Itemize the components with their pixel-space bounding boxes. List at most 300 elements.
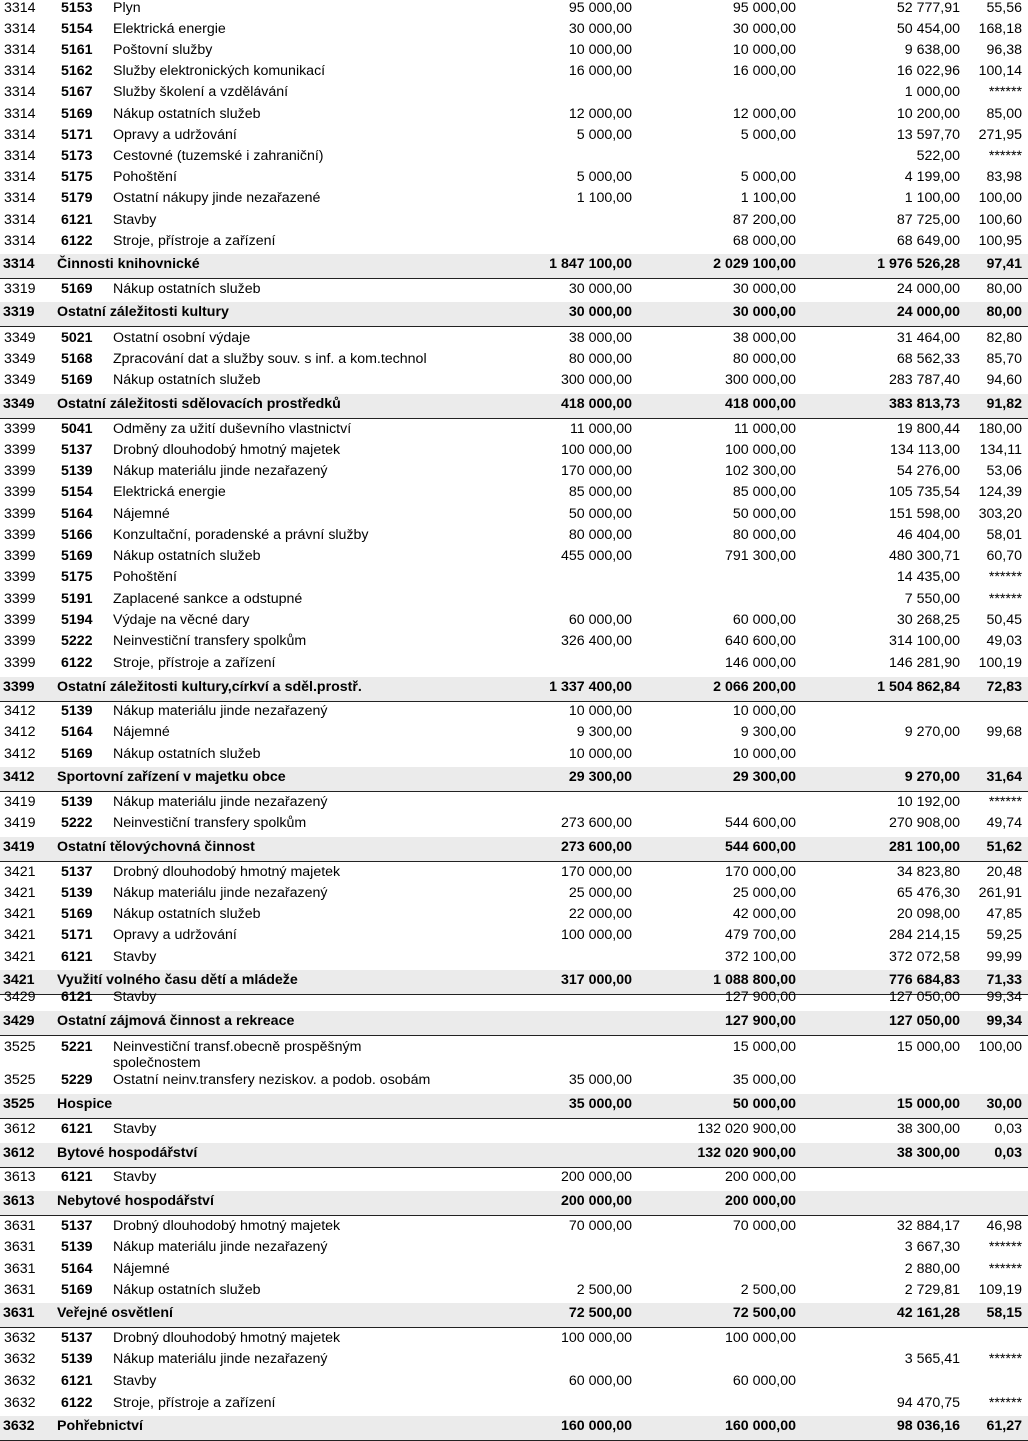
actual-cell: 480 300,71 [888,548,960,564]
nazev-cell: Opravy a udržování [113,927,237,943]
actual-cell: 1 000,00 [904,84,960,100]
percent-cell: 0,03 [994,1145,1022,1161]
adjusted-budget-cell: 200 000,00 [724,1193,796,1209]
nazev-cell: Nákup materiálu jinde nezařazený [113,794,328,810]
nazev-cell-continued: společnostem [113,1055,201,1071]
table-row [0,527,1028,545]
paragraf-cell: 3314 [4,233,36,249]
percent-cell: 50,45 [986,612,1022,628]
table-row [0,906,1028,924]
adjusted-budget-cell: 127 900,00 [724,989,796,1005]
percent-cell: 85,00 [986,106,1022,122]
nazev-cell: Využití volného času dětí a mládeže [57,972,298,988]
nazev-cell: Nákup ostatních služeb [113,906,261,922]
subtotal-row [0,394,1028,419]
adjusted-budget-cell: 30 000,00 [732,21,796,37]
paragraf-cell: 3429 [3,1013,35,1029]
actual-cell: 283 787,40 [888,372,960,388]
approved-budget-cell: 30 000,00 [568,21,632,37]
nazev-cell: Stavby [113,1121,157,1137]
table-row [0,484,1028,502]
actual-cell: 1 100,00 [904,190,960,206]
percent-cell: 47,85 [986,906,1022,922]
nazev-cell: Sportovní zařízení v majetku obce [57,769,286,785]
actual-cell: 2 880,00 [904,1261,960,1277]
percent-cell: 51,62 [986,839,1022,855]
actual-cell: 34 823,80 [896,864,960,880]
actual-cell: 15 000,00 [896,1039,960,1055]
table-row [0,815,1028,833]
nazev-cell: Nákup ostatních služeb [113,1282,261,1298]
table-row [0,1072,1028,1090]
nazev-cell: Pohoštění [113,569,177,585]
polozka-cell: 5153 [61,0,93,16]
paragraf-cell: 3314 [4,63,36,79]
actual-cell: 127 050,00 [888,989,960,1005]
nazev-cell: Cestovné (tuzemské i zahraniční) [113,148,324,164]
table-row [0,885,1028,903]
nazev-cell: Nájemné [113,724,170,740]
nazev-cell: Ostatní neinv.transfery neziskov. a podob. osobám [113,1072,431,1088]
approved-budget-cell: 160 000,00 [560,1418,632,1434]
table-row [0,212,1028,230]
table-row [0,84,1028,102]
actual-cell: 127 050,00 [888,1013,960,1029]
paragraf-cell: 3419 [4,815,36,831]
polozka-cell: 5173 [61,148,93,164]
percent-cell: ****** [988,1261,1022,1277]
adjusted-budget-cell: 60 000,00 [732,1373,796,1389]
table-row [0,746,1028,764]
percent-cell: 100,60 [978,212,1022,228]
polozka-cell: 5179 [61,190,93,206]
percent-cell: ****** [988,591,1022,607]
nazev-cell: Nákup ostatních služeb [113,372,261,388]
actual-cell: 42 161,28 [896,1305,960,1321]
percent-cell: 261,91 [978,885,1022,901]
paragraf-cell: 3349 [4,372,36,388]
approved-budget-cell: 60 000,00 [568,612,632,628]
table-row [0,127,1028,145]
nazev-cell: Nákup ostatních služeb [113,548,261,564]
table-row [0,1395,1028,1413]
percent-cell: 72,83 [986,679,1022,695]
nazev-cell: Poštovní služby [113,42,213,58]
adjusted-budget-cell: 68 000,00 [732,233,796,249]
adjusted-budget-cell: 146 000,00 [724,655,796,671]
table-row [0,63,1028,81]
approved-budget-cell: 317 000,00 [560,972,632,988]
table-row [0,281,1028,299]
table-row [0,794,1028,812]
table-row [0,1351,1028,1369]
polozka-cell: 5194 [61,612,93,628]
approved-budget-cell: 455 000,00 [560,548,632,564]
approved-budget-cell: 22 000,00 [568,906,632,922]
table-row [0,927,1028,945]
approved-budget-cell: 12 000,00 [568,106,632,122]
actual-cell: 54 276,00 [896,463,960,479]
polozka-cell: 5164 [61,506,93,522]
table-row [0,864,1028,882]
subtotal-row [0,767,1028,792]
polozka-cell: 5139 [61,463,93,479]
paragraf-cell: 3421 [3,972,35,988]
paragraf-cell: 3349 [4,351,36,367]
actual-cell: 14 435,00 [896,569,960,585]
percent-cell: 71,33 [986,972,1022,988]
table-row [0,421,1028,439]
nazev-cell: Neinvestiční transfery spolkům [113,633,307,649]
percent-cell: 0,03 [994,1121,1022,1137]
actual-cell: 1 976 526,28 [877,256,960,272]
approved-budget-cell: 35 000,00 [568,1096,632,1112]
polozka-cell: 5137 [61,442,93,458]
nazev-cell: Zpracování dat a služby souv. s inf. a kom.technol [113,351,427,367]
adjusted-budget-cell: 102 300,00 [724,463,796,479]
table-row [0,372,1028,390]
actual-cell: 7 550,00 [904,591,960,607]
paragraf-cell: 3632 [4,1373,36,1389]
table-row [0,1373,1028,1391]
approved-budget-cell: 95 000,00 [568,0,632,16]
paragraf-cell: 3631 [4,1218,36,1234]
table-row [0,1121,1028,1139]
polozka-cell: 5169 [61,106,93,122]
adjusted-budget-cell: 29 300,00 [732,769,796,785]
paragraf-cell: 3349 [3,396,35,412]
paragraf-cell: 3319 [4,281,36,297]
approved-budget-cell: 70 000,00 [568,1218,632,1234]
percent-cell: 85,70 [986,351,1022,367]
nazev-cell: Ostatní záležitosti kultury,církví a sděl.prostř. [57,679,362,695]
actual-cell: 522,00 [916,148,960,164]
paragraf-cell: 3399 [4,548,36,564]
approved-budget-cell: 80 000,00 [568,351,632,367]
subtotal-row [0,837,1028,862]
polozka-cell: 5139 [61,885,93,901]
table-row [0,0,1028,18]
percent-cell: 49,74 [986,815,1022,831]
polozka-cell: 5168 [61,351,93,367]
nazev-cell: Hospice [57,1096,113,1112]
polozka-cell: 6121 [61,1121,93,1137]
paragraf-cell: 3314 [4,0,36,16]
polozka-cell: 6121 [61,212,93,228]
paragraf-cell: 3399 [4,633,36,649]
table-row [0,949,1028,967]
paragraf-cell: 3399 [3,679,35,695]
actual-cell: 151 598,00 [888,506,960,522]
adjusted-budget-cell: 60 000,00 [732,612,796,628]
actual-cell: 24 000,00 [896,281,960,297]
actual-cell: 3 667,30 [904,1239,960,1255]
adjusted-budget-cell: 5 000,00 [740,169,796,185]
table-row [0,463,1028,481]
percent-cell: 55,56 [986,0,1022,16]
subtotal-row [0,302,1028,327]
nazev-cell: Zaplacené sankce a odstupné [113,591,303,607]
nazev-cell: Nákup materiálu jinde nezařazený [113,1239,328,1255]
approved-budget-cell: 1 847 100,00 [549,256,632,272]
nazev-cell: Pohoštění [113,169,177,185]
approved-budget-cell: 60 000,00 [568,1373,632,1389]
nazev-cell: Nákup materiálu jinde nezařazený [113,885,328,901]
paragraf-cell: 3421 [4,885,36,901]
table-row [0,1218,1028,1236]
percent-cell: 99,34 [986,989,1022,1005]
actual-cell: 38 300,00 [896,1145,960,1161]
approved-budget-cell: 10 000,00 [568,746,632,762]
paragraf-cell: 3632 [4,1351,36,1367]
nazev-cell: Drobný dlouhodobý hmotný majetek [113,864,341,880]
approved-budget-cell: 16 000,00 [568,63,632,79]
subtotal-row [0,1416,1028,1441]
percent-cell: 31,64 [986,769,1022,785]
table-row [0,724,1028,742]
actual-cell: 16 022,96 [896,63,960,79]
table-row [0,1330,1028,1348]
actual-cell: 9 270,00 [904,769,960,785]
nazev-cell: Bytové hospodářství [57,1145,198,1161]
adjusted-budget-cell: 418 000,00 [724,396,796,412]
approved-budget-cell: 5 000,00 [576,127,632,143]
polozka-cell: 5164 [61,724,93,740]
nazev-cell: Odměny za užití duševního vlastnictví [113,421,352,437]
actual-cell: 281 100,00 [888,839,960,855]
polozka-cell: 5021 [61,330,93,346]
nazev-cell: Neinvestiční transfery spolkům [113,815,307,831]
actual-cell: 383 813,73 [888,396,960,412]
percent-cell: 49,03 [986,633,1022,649]
adjusted-budget-cell: 95 000,00 [732,0,796,16]
adjusted-budget-cell: 160 000,00 [724,1418,796,1434]
adjusted-budget-cell: 38 000,00 [732,330,796,346]
nazev-cell: Ostatní záležitosti sdělovacích prostředků [57,396,341,412]
percent-cell: 46,98 [986,1218,1022,1234]
nazev-cell: Drobný dlouhodobý hmotný majetek [113,1330,341,1346]
approved-budget-cell: 418 000,00 [560,396,632,412]
percent-cell: 180,00 [978,421,1022,437]
paragraf-cell: 3612 [3,1145,35,1161]
percent-cell: ****** [988,794,1022,810]
paragraf-cell: 3412 [4,703,36,719]
paragraf-cell: 3349 [4,330,36,346]
nazev-cell: Nájemné [113,1261,170,1277]
adjusted-budget-cell: 30 000,00 [732,281,796,297]
paragraf-cell: 3399 [4,506,36,522]
nazev-cell: Plyn [113,0,141,16]
percent-cell: 109,19 [978,1282,1022,1298]
actual-cell: 9 270,00 [904,724,960,740]
nazev-cell: Stavby [113,989,157,1005]
nazev-cell: Elektrická energie [113,21,226,37]
approved-budget-cell: 5 000,00 [576,169,632,185]
percent-cell: ****** [988,1395,1022,1411]
paragraf-cell: 3631 [4,1282,36,1298]
nazev-cell: Nákup ostatních služeb [113,281,261,297]
percent-cell: 168,18 [978,21,1022,37]
actual-cell: 372 072,58 [888,949,960,965]
paragraf-cell: 3412 [3,769,35,785]
polozka-cell: 5169 [61,372,93,388]
nazev-cell: Konzultační, poradenské a právní služby [113,527,369,543]
nazev-cell: Nákup ostatních služeb [113,746,261,762]
adjusted-budget-cell: 16 000,00 [732,63,796,79]
actual-cell: 284 214,15 [888,927,960,943]
adjusted-budget-cell: 85 000,00 [732,484,796,500]
table-row [0,190,1028,208]
polozka-cell: 5221 [61,1039,93,1055]
adjusted-budget-cell: 50 000,00 [732,1096,796,1112]
actual-cell: 50 454,00 [896,21,960,37]
percent-cell: 82,80 [986,330,1022,346]
nazev-cell: Pohřebnictví [57,1418,143,1434]
adjusted-budget-cell: 100 000,00 [724,1330,796,1346]
actual-cell: 65 476,30 [896,885,960,901]
actual-cell: 87 725,00 [896,212,960,228]
table-row [0,351,1028,369]
subtotal-row [0,1303,1028,1328]
percent-cell: ****** [988,1351,1022,1367]
actual-cell: 98 036,16 [896,1418,960,1434]
percent-cell: 134,11 [979,442,1022,458]
table-row [0,506,1028,524]
polozka-cell: 5169 [61,281,93,297]
actual-cell: 3 565,41 [904,1351,960,1367]
table-row [0,233,1028,251]
polozka-cell: 5169 [61,548,93,564]
nazev-cell: Nákup materiálu jinde nezařazený [113,703,328,719]
adjusted-budget-cell: 72 500,00 [732,1305,796,1321]
percent-cell: 20,48 [986,864,1022,880]
actual-cell: 9 638,00 [904,42,960,58]
actual-cell: 1 504 862,84 [877,679,960,695]
table-row [0,989,1028,1007]
nazev-cell: Stavby [113,1373,157,1389]
approved-budget-cell: 170 000,00 [560,864,632,880]
paragraf-cell: 3314 [4,106,36,122]
percent-cell: 58,15 [986,1305,1022,1321]
polozka-cell: 5154 [61,484,93,500]
adjusted-budget-cell: 12 000,00 [732,106,796,122]
subtotal-row [0,677,1028,702]
subtotal-row [0,1094,1028,1119]
paragraf-cell: 3314 [4,21,36,37]
adjusted-budget-cell: 479 700,00 [724,927,796,943]
adjusted-budget-cell: 15 000,00 [732,1039,796,1055]
actual-cell: 19 800,44 [896,421,960,437]
polozka-cell: 5171 [61,927,93,943]
paragraf-cell: 3525 [4,1039,36,1055]
percent-cell: 100,00 [978,1039,1022,1055]
percent-cell: 271,95 [978,127,1022,143]
percent-cell: 53,06 [986,463,1022,479]
table-row [0,591,1028,609]
paragraf-cell: 3631 [3,1305,35,1321]
table-row [0,548,1028,566]
actual-cell: 24 000,00 [896,304,960,320]
approved-budget-cell: 80 000,00 [568,527,632,543]
table-row [0,442,1028,460]
paragraf-cell: 3314 [4,190,36,206]
paragraf-cell: 3314 [4,84,36,100]
nazev-cell: Drobný dlouhodobý hmotný majetek [113,442,341,458]
percent-cell: ****** [988,569,1022,585]
polozka-cell: 5169 [61,1282,93,1298]
paragraf-cell: 3399 [4,463,36,479]
percent-cell: 91,82 [986,396,1022,412]
paragraf-cell: 3399 [4,421,36,437]
adjusted-budget-cell: 1 088 800,00 [713,972,796,988]
nazev-cell: Činnosti knihovnické [57,256,200,272]
paragraf-cell: 3421 [4,864,36,880]
table-row [0,42,1028,60]
adjusted-budget-cell: 9 300,00 [740,724,796,740]
polozka-cell: 5161 [61,42,93,58]
adjusted-budget-cell: 42 000,00 [732,906,796,922]
percent-cell: 100,19 [978,655,1022,671]
actual-cell: 146 281,90 [888,655,960,671]
polozka-cell: 5137 [61,1330,93,1346]
nazev-cell: Stavby [113,949,157,965]
polozka-cell: 5139 [61,703,93,719]
paragraf-cell: 3419 [3,839,35,855]
approved-budget-cell: 35 000,00 [568,1072,632,1088]
actual-cell: 32 884,17 [896,1218,960,1234]
subtotal-row [0,1011,1028,1036]
table-row [0,106,1028,124]
paragraf-cell: 3613 [4,1169,36,1185]
polozka-cell: 5171 [61,127,93,143]
polozka-cell: 6121 [61,989,93,1005]
actual-cell: 134 113,00 [890,442,960,458]
paragraf-cell: 3419 [4,794,36,810]
table-row [0,655,1028,673]
approved-budget-cell: 85 000,00 [568,484,632,500]
polozka-cell: 5222 [61,815,93,831]
nazev-cell: Služby elektronických komunikací [113,63,326,79]
table-row [0,1261,1028,1279]
adjusted-budget-cell: 100 000,00 [724,442,796,458]
actual-cell: 46 404,00 [896,527,960,543]
polozka-cell: 5154 [61,21,93,37]
percent-cell: 80,00 [986,304,1022,320]
nazev-cell: Stroje, přístroje a zařízení [113,1395,276,1411]
polozka-cell: 5229 [61,1072,93,1088]
paragraf-cell: 3632 [4,1330,36,1346]
nazev-cell: Nákup materiálu jinde nezařazený [113,1351,328,1367]
actual-cell: 68 562,33 [896,351,960,367]
paragraf-cell: 3612 [4,1121,36,1137]
nazev-cell: Ostatní tělovýchovná činnost [57,839,255,855]
paragraf-cell: 3399 [4,442,36,458]
table-row [0,1282,1028,1300]
actual-cell: 94 470,75 [896,1395,960,1411]
paragraf-cell: 3314 [4,212,36,228]
polozka-cell: 5191 [61,591,93,607]
adjusted-budget-cell: 170 000,00 [724,864,796,880]
approved-budget-cell: 30 000,00 [568,281,632,297]
paragraf-cell: 3314 [3,256,35,272]
actual-cell: 52 777,91 [896,0,960,16]
nazev-cell: Elektrická energie [113,484,226,500]
approved-budget-cell: 2 500,00 [576,1282,632,1298]
paragraf-cell: 3399 [4,484,36,500]
paragraf-cell: 3421 [4,927,36,943]
actual-cell: 68 649,00 [896,233,960,249]
adjusted-budget-cell: 5 000,00 [740,127,796,143]
